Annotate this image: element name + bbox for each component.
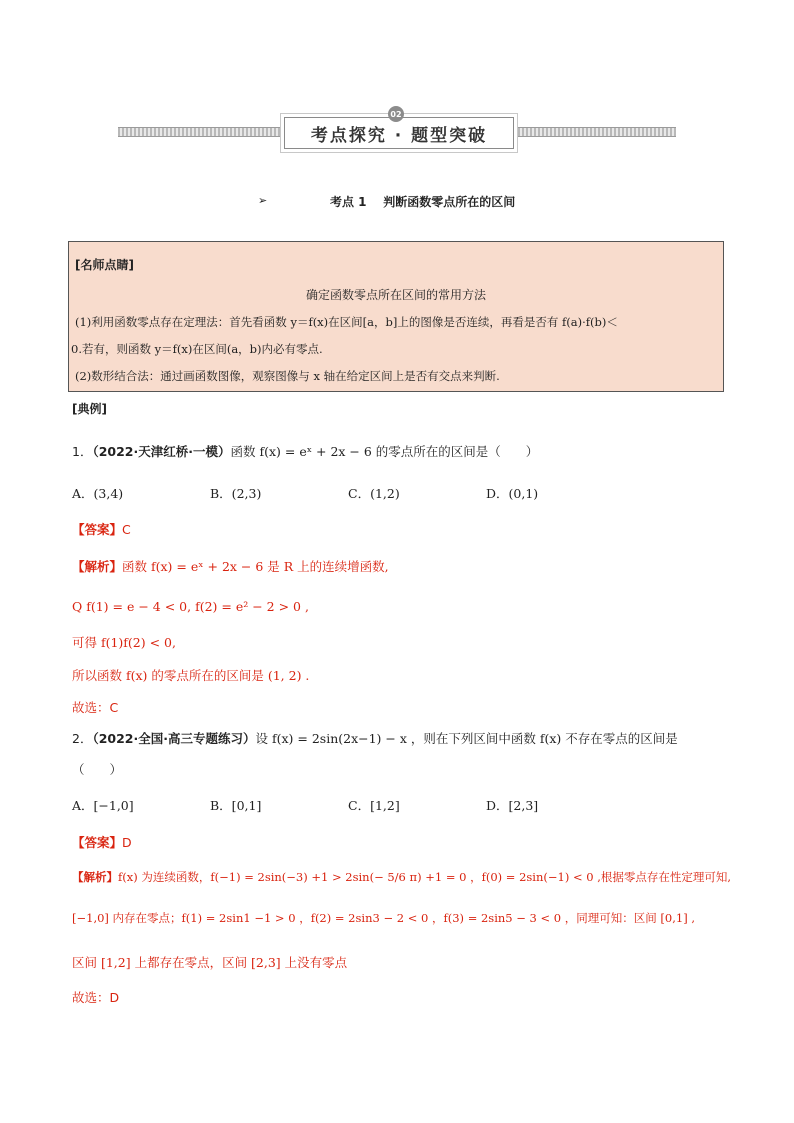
answer-line [72,833,132,851]
tips-line-3: (2)数形结合法：通过画函数图像，观察图像与 x 轴在给定区间上是否有交点来判断. [75,369,500,383]
answer-value: C [122,522,131,537]
question-2-blank: （ ） [72,762,123,777]
answer-tag: 【答案】 [72,835,123,850]
analysis-line-3: 区间 [1,2] 上都存在零点，区间 [2,3] 上没有零点 [72,955,348,970]
analysis-text: f(x) 为连续函数，f(−1) = 2sin(−3) +1 > 2sin(− 5/6 π) +1 = 0 ，f(0) = 2sin(−1) < 0 ,根据零点存在性定理可知, [118,870,732,884]
option-b: B．[0,1] [210,798,262,813]
tips-box [68,241,724,392]
analysis-line-2: [−1,0] 内存在零点；f(1) = 2sin1 −1 > 0 ，f(2) = 2sin3 − 2 < 0 ，f(3) = 2sin5 − 3 < 0 ，同理可知：区间 [0,1] , [72,911,696,925]
question-text: 函数 f(x) = eˣ + 2x − 6 的零点所在的区间是（ ） [230,444,539,459]
option-d: D．[2,3] [486,798,539,813]
tips-line-2: 0.若有，则函数 y＝f(x)在区间(a，b)内必有零点. [71,342,323,356]
arrow-bullet-icon: ➢ [258,194,268,207]
analysis-line-1 [72,557,389,575]
option-c: C．[1,2] [348,798,400,813]
examples-label: [典例] [72,402,107,416]
question-source: （2022·天津红桥·一模） [92,444,231,459]
question-2 [72,729,678,747]
choose-line: 故选：C [72,700,119,715]
analysis-line-2: Q f(1) = e − 4 < 0, f(2) = e² − 2 > 0 , [72,599,309,614]
analysis-tag: 【解析】 [72,559,123,574]
question-source: （2022·全国·高三专题练习） [92,731,256,746]
option-b: B．(2,3) [210,486,262,501]
question-text: 设 f(x) = 2sin(2x−1) − x ，则在下列区间中函数 f(x) 不存在零点的区间是 [255,731,678,746]
analysis-tag: 【解析】 [72,870,118,884]
question-number: 2． [72,731,93,746]
section-banner-title: 考点探究 · 题型突破 [284,117,514,149]
question-1 [72,442,538,460]
topic-heading: 考点 1 判断函数零点所在的区间 [330,195,516,209]
answer-tag: 【答案】 [72,522,123,537]
option-a: A．(3,4) [72,486,124,501]
analysis-text: 函数 f(x) = eˣ + 2x − 6 是 R 上的连续增函数, [122,559,389,574]
answer-line [72,520,131,538]
analysis-line-3: 可得 f(1)f(2) < 0, [72,635,176,650]
option-d: D．(0,1) [486,486,539,501]
choose-line: 故选：D [72,990,120,1005]
tips-title: [名师点睛] [75,258,134,272]
option-a: A．[−1,0] [72,798,134,813]
tips-line-1: (1)利用函数零点存在定理法：首先看函数 y＝f(x)在区间[a，b]上的图像是否连续，再看是否有 f(a)·f(b)＜ [75,315,618,329]
section-badge: 02 [388,106,404,122]
question-number: 1． [72,444,93,459]
analysis-line-1 [72,869,731,885]
option-c: C．(1,2) [348,486,400,501]
analysis-line-4: 所以函数 f(x) 的零点所在的区间是 (1, 2) . [72,668,310,683]
tips-subtitle: 确定函数零点所在区间的常用方法 [305,288,486,302]
answer-value: D [122,835,132,850]
